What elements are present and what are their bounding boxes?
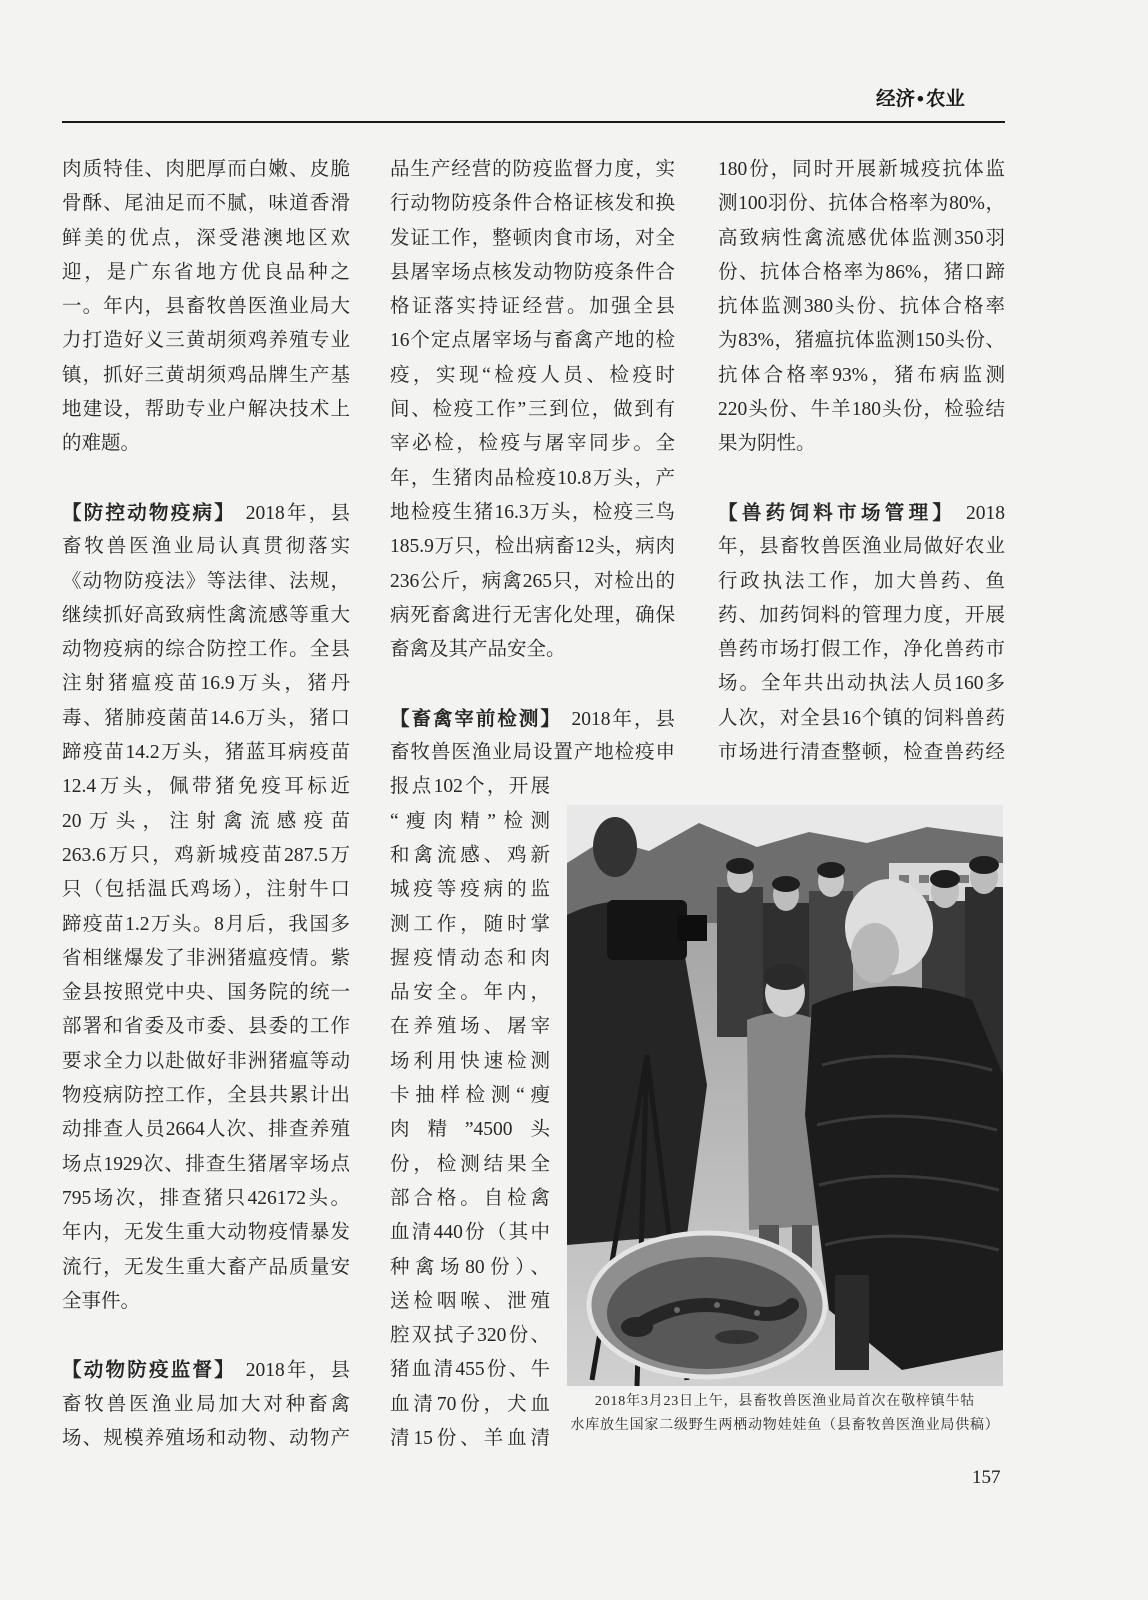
text-line: 20万头，注射禽流感疫苗 bbox=[62, 810, 350, 832]
text-line: 一。年内，县畜牧兽医渔业局大 bbox=[62, 296, 350, 318]
text-line: 品安全。年内， bbox=[390, 982, 550, 1004]
photo-scene bbox=[567, 805, 1003, 1386]
text-line: 抗体合格率93%，猪布病监测 bbox=[718, 364, 1005, 386]
photo-caption bbox=[555, 1390, 1015, 1438]
running-header bbox=[876, 86, 965, 112]
text-line: 畜牧兽医渔业局设置产地检疫申 bbox=[390, 742, 675, 764]
text-line: 猪血清455份、牛 bbox=[390, 1359, 550, 1381]
text-line: 力打造好义三黄胡须鸡养殖专业 bbox=[62, 330, 350, 352]
text-line: 地检疫生猪16.3万头，检疫三鸟 bbox=[390, 501, 675, 523]
text-line: 185.9万只，检出病畜12头，病肉 bbox=[390, 536, 675, 558]
text-line: 220头份、牛羊180头份，检验结 bbox=[718, 399, 1005, 421]
text-line bbox=[62, 496, 350, 530]
text-line: 报点102个，开展 bbox=[390, 776, 550, 798]
text-line: 为83%，猪瘟抗体监测150头份、 bbox=[718, 330, 1005, 352]
heading-lead-text: 2018年，县 bbox=[245, 502, 350, 524]
section-heading: 【畜禽宰前检测】 bbox=[390, 707, 562, 730]
paragraph bbox=[62, 1353, 350, 1456]
text-line: 鲜美的优点，深受港澳地区欢 bbox=[62, 227, 350, 249]
text-line: 行政执法工作，加大兽药、鱼 bbox=[718, 570, 1005, 592]
text-line: 卡抽样检测“瘦 bbox=[390, 1085, 550, 1107]
text-line: 场、规模养殖场和动物、动物产 bbox=[62, 1427, 350, 1449]
text-line: 测工作，随时掌 bbox=[390, 913, 550, 935]
header-separator: • bbox=[917, 88, 924, 110]
text-line: 果为阴性。 bbox=[718, 433, 816, 455]
caption-line: 2018年3月23日上午，县畜牧兽医渔业局首次在敬梓镇牛牯 bbox=[594, 1394, 976, 1409]
text-line: 的难题。 bbox=[62, 433, 141, 455]
text-line: 握疫情动态和肉 bbox=[390, 947, 550, 969]
text-line: 动物疫病的综合防控工作。全县 bbox=[62, 639, 350, 661]
text-line: 市场进行清查整顿，检查兽药经 bbox=[718, 742, 1005, 764]
text-line: 份、抗体合格率为86%，猪口蹄 bbox=[718, 261, 1005, 283]
caption-line: 水库放生国家二级野生两栖动物娃娃鱼（县畜牧兽医渔业局供稿） bbox=[570, 1418, 1000, 1433]
text-line: 场点1929次、排查生猪屠宰场点 bbox=[62, 1153, 350, 1175]
text-line: 种禽场80份）、 bbox=[390, 1256, 550, 1278]
text-line: 动排查人员2664人次、排查养殖 bbox=[62, 1119, 350, 1141]
text-line: 畜禽及其产品安全。 bbox=[390, 639, 566, 661]
text-line: 《动物防疫法》等法律、法规， bbox=[62, 570, 350, 592]
text-line: 抗体监测380头份、抗体合格率 bbox=[718, 296, 1005, 318]
text-line: 格证落实持证经营。加强全县 bbox=[390, 296, 675, 318]
text-line: 部署和省委及市委、县委的工作 bbox=[62, 1016, 350, 1038]
text-line: 16个定点屠宰场与畜禽产地的检 bbox=[390, 330, 675, 352]
paragraph bbox=[718, 496, 1005, 770]
text-line: 物疫病防控工作，全县共累计出 bbox=[62, 1085, 350, 1107]
text-line: 全事件。 bbox=[62, 1290, 141, 1312]
text-line: 血清70份，犬血 bbox=[390, 1393, 550, 1415]
header-rule bbox=[62, 121, 1005, 123]
text-line: 继续抓好高致病性禽流感等重大 bbox=[62, 604, 350, 626]
text-column-right bbox=[718, 153, 1005, 770]
heading-lead-text: 2018 bbox=[966, 502, 1005, 524]
photo bbox=[567, 805, 1003, 1386]
text-column-left bbox=[62, 153, 350, 1456]
subsection-name: 农业 bbox=[925, 88, 965, 110]
text-line: 疫，实现“检疫人员、检疫时 bbox=[390, 364, 675, 386]
text-line: 肉精”4500头 bbox=[390, 1119, 550, 1141]
text-line bbox=[718, 496, 1005, 530]
text-line: 和禽流感、鸡新 bbox=[390, 844, 550, 866]
text-line: 金县按照党中央、国务院的统一 bbox=[62, 982, 350, 1004]
text-line: 省相继爆发了非洲猪瘟疫情。紫 bbox=[62, 947, 350, 969]
text-line: 180份，同时开展新城疫抗体监 bbox=[718, 159, 1005, 180]
paragraph bbox=[62, 496, 350, 1319]
text-line: 流行，无发生重大畜产品质量安 bbox=[62, 1256, 350, 1278]
text-line: 场利用快速检测 bbox=[390, 1050, 550, 1072]
text-line: 地建设，帮助专业户解决技术上 bbox=[62, 399, 350, 421]
text-line: 行动物防疫条件合格证核发和换 bbox=[390, 193, 675, 215]
text-line: 年，县畜牧兽医渔业局做好农业 bbox=[718, 536, 1005, 558]
page-number: 157 bbox=[972, 1467, 1001, 1488]
text-line: 清15份、羊血清 bbox=[390, 1427, 550, 1449]
text-line: 县屠宰场点核发动物防疫条件合 bbox=[390, 261, 675, 283]
text-line: 毒、猪肺疫菌苗14.6万头，猪口 bbox=[62, 707, 350, 729]
text-line: 236公斤，病禽265只，对检出的 bbox=[390, 570, 675, 592]
text-line: 测100羽份、抗体合格率为80%， bbox=[718, 193, 1005, 215]
section-heading: 【兽药饲料市场管理】 bbox=[718, 501, 957, 524]
text-line: “瘦肉精”检测 bbox=[390, 810, 550, 832]
text-line: 263.6万只，鸡新城疫苗287.5万 bbox=[62, 844, 350, 866]
basin-with-giant-salamander bbox=[589, 1233, 825, 1377]
text-line: 品生产经营的防疫监督力度，实 bbox=[390, 159, 675, 180]
text-line: 肉质特佳、肉肥厚而白嫩、皮脆 bbox=[62, 159, 350, 180]
text-line: 在养殖场、屠宰 bbox=[390, 1016, 550, 1038]
text-line bbox=[62, 1353, 350, 1387]
text-line: 骨酥、尾油足而不腻，味道香滑 bbox=[62, 193, 350, 215]
text-line: 年，生猪肉品检疫10.8万头，产 bbox=[390, 467, 675, 489]
heading-lead-text: 2018年，县 bbox=[245, 1360, 350, 1382]
text-line: 场。全年共出动执法人员160多 bbox=[718, 673, 1005, 695]
text-line: 份，检测结果全 bbox=[390, 1153, 550, 1175]
text-line: 发证工作，整顿肉食市场，对全 bbox=[390, 227, 675, 249]
text-line bbox=[390, 702, 675, 736]
text-line: 要求全力以赴做好非洲猪瘟等动 bbox=[62, 1050, 350, 1072]
text-line: 兽药市场打假工作，净化兽药市 bbox=[718, 639, 1005, 661]
text-line: 蹄疫苗14.2万头，猪蓝耳病疫苗 bbox=[62, 742, 350, 764]
text-line: 血清440份（其中 bbox=[390, 1222, 550, 1244]
text-line: 送检咽喉、泄殖 bbox=[390, 1290, 550, 1312]
text-line: 部合格。自检禽 bbox=[390, 1187, 550, 1209]
text-line: 年内，无发生重大动物疫情暴发 bbox=[62, 1222, 350, 1244]
text-line: 12.4万头，佩带猪免疫耳标近 bbox=[62, 776, 350, 798]
text-line: 药、加药饲料的管理力度，开展 bbox=[718, 604, 1005, 626]
text-line: 宰必检，检疫与屠宰同步。全 bbox=[390, 433, 675, 455]
section-heading: 【防控动物疫病】 bbox=[62, 501, 236, 524]
section-name: 经济 bbox=[876, 88, 916, 110]
text-line: 城疫等疫病的监 bbox=[390, 879, 550, 901]
text-line: 人次，对全县16个镇的饲料兽药 bbox=[718, 707, 1005, 729]
paragraph bbox=[62, 153, 350, 462]
text-line: 迎，是广东省地方优良品种之 bbox=[62, 261, 350, 283]
text-line: 畜牧兽医渔业局加大对种畜禽 bbox=[62, 1393, 350, 1415]
text-line: 镇，抓好三黄胡须鸡品牌生产基 bbox=[62, 364, 350, 386]
text-line: 病死畜禽进行无害化处理，确保 bbox=[390, 604, 675, 626]
section-heading: 【动物防疫监督】 bbox=[62, 1359, 236, 1382]
text-line: 795场次，排查猪只426172头。 bbox=[62, 1187, 350, 1209]
paragraph bbox=[390, 153, 675, 667]
text-line: 蹄疫苗1.2万头。8月后，我国多 bbox=[62, 913, 350, 935]
heading-lead-text: 2018年，县 bbox=[571, 708, 675, 730]
text-line: 高致病性禽流感优体监测350羽 bbox=[718, 227, 1005, 249]
text-line: 腔双拭子320份、 bbox=[390, 1325, 550, 1347]
text-line: 间、检疫工作”三到位，做到有 bbox=[390, 399, 675, 421]
text-line: 只（包括温氏鸡场），注射牛口 bbox=[62, 879, 350, 901]
text-line: 畜牧兽医渔业局认真贯彻落实 bbox=[62, 536, 350, 558]
text-line: 注射猪瘟疫苗16.9万头，猪丹 bbox=[62, 673, 350, 695]
paragraph bbox=[718, 153, 1005, 462]
